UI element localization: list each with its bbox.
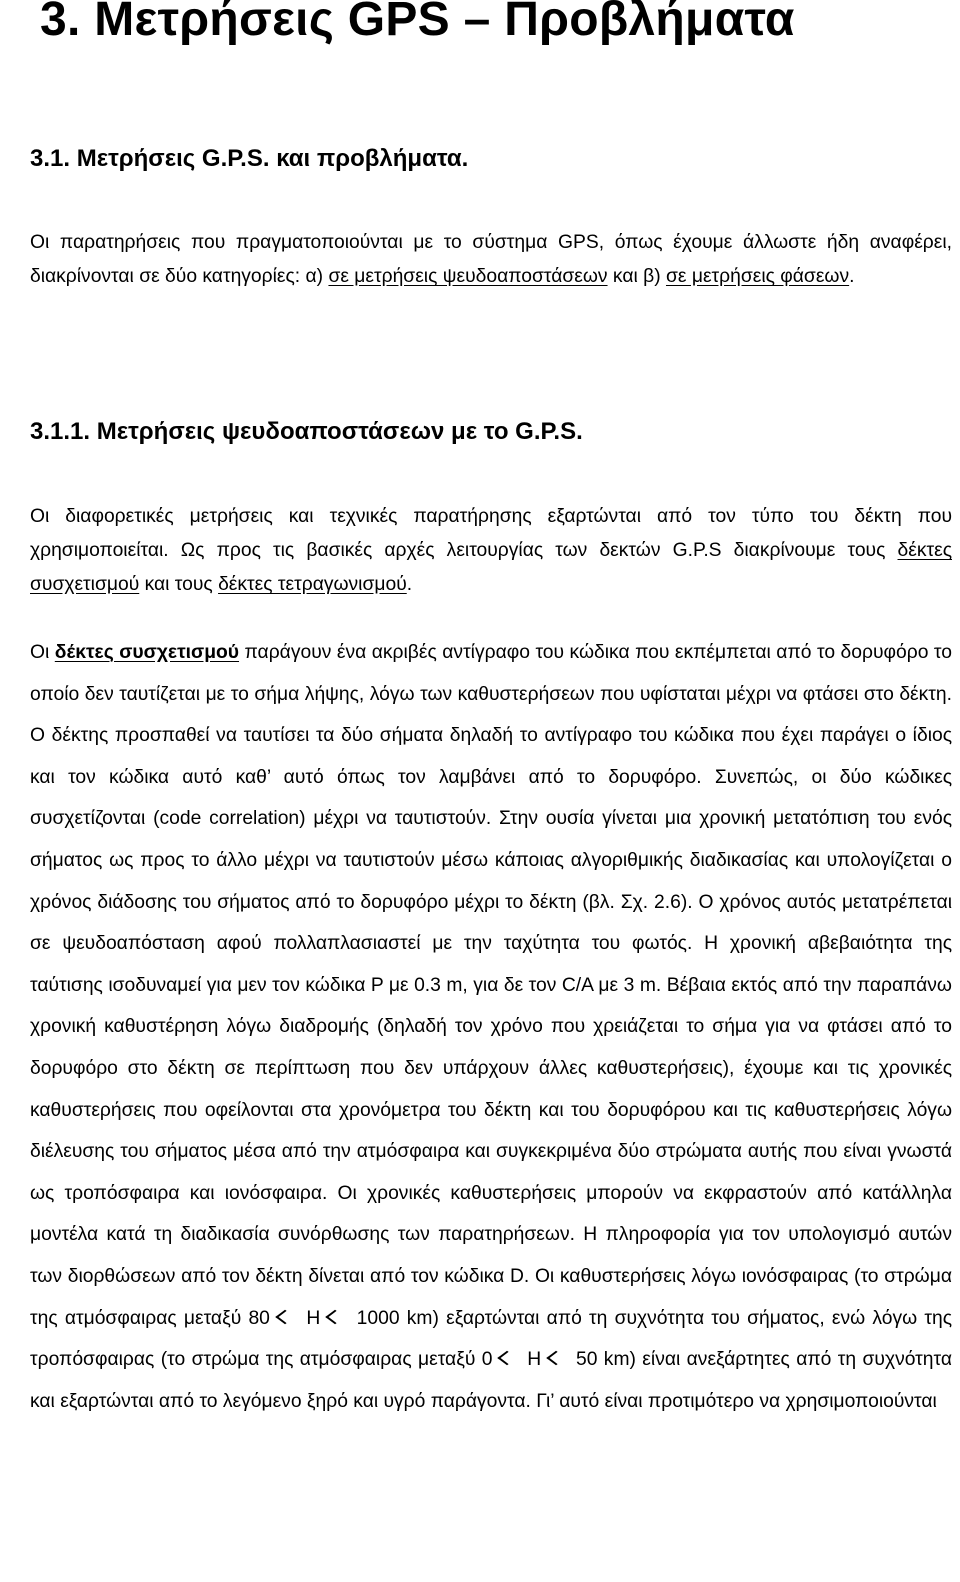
less-equal-symbol xyxy=(499,1339,521,1381)
pseudorange-measurements-link: σε μετρήσεις ψευδοαποστάσεων xyxy=(328,266,608,287)
paragraph-text: και τους xyxy=(139,574,219,595)
paragraph-text: . xyxy=(406,574,413,595)
chapter-title: 3. Μετρήσεις GPS – Προβλήματα xyxy=(40,0,795,46)
section-title: 3.1. Μετρήσεις G.P.S. και προβλήματα. xyxy=(30,145,469,172)
paragraph-text: 1000 km) εξαρτώνται από τη συχνότητα του σήματος, ενώ λόγω της τροπόσφαιρας (το στρώμα της ατμόσφαιρας μεταξύ 0 xyxy=(30,1307,953,1371)
intro-paragraph xyxy=(30,226,952,294)
paragraph-text: H xyxy=(299,1307,328,1329)
intro-text: . xyxy=(849,266,855,287)
phase-measurements-link: σε μετρήσεις φάσεων xyxy=(665,266,850,287)
receiver-types-paragraph xyxy=(30,500,952,602)
less-equal-symbol xyxy=(327,1298,349,1340)
intro-text: Οι παρατηρήσεις που πραγματοποιούνται με το σύστημα GPS, όπως έχουμε άλλωστε ήδη αναφέρει, διακρίνονται σε δύο κατηγορίες: α) xyxy=(30,232,952,287)
paragraph-text: Οι διαφορετικές μετρήσεις και τεχνικές παρατήρησης εξαρτώνται από τον τύπο του δέκτη που χρησιμοποιείται. Ως προς τις βασικές αρχές λειτουργίας των δεκτών G.P.S διακρίνουμε τους xyxy=(30,506,952,561)
correlation-receivers-paragraph xyxy=(30,632,952,1422)
paragraph-text: 50 km) είναι ανεξάρτητες από τη συχνότητα και εξαρτώνται από το λεγόμενο ξηρό και υγρό παράγοντα. Γι’ αυτό είναι προτιμότερο να χρησιμοποιούνται xyxy=(30,1349,952,1412)
squaring-receivers-term: δέκτες τετραγωνισμού xyxy=(218,574,407,595)
paragraph-text: Οι xyxy=(30,642,55,663)
less-equal-symbol xyxy=(277,1298,299,1340)
subsection-title: 3.1.1. Μετρήσεις ψευδοαποστάσεων με το G.P.S. xyxy=(30,418,583,445)
less-equal-symbol xyxy=(548,1339,570,1381)
paragraph-text: παράγουν ένα ακριβές αντίγραφο του κώδικα που εκπέμπεται από το δορυφόρο το οποίο δεν ταυτίζεται με το σήμα λήψης, λόγω των καθυστερήσεων που υφίσταται μέχρι να φτάσει στο δέκτη. Ο δέκτης προσπαθεί να ταυτίσει τα δύο σήματα δηλαδή το αντίγραφο του κώδικα που έχει παράγει ο ίδιος και τον κώδικα αυτό καθ’ αυτό όπως τον λαμβάνει από το δορυφόρο. Συνεπώς, οι δύο κώδικες συσχετίζονται (code correlation) μέχρι να ταυτιστούν. Στην ουσία γίνεται μια χρονική μετατόπιση του ενός σήματος ως προς το άλλο μέχρι να ταυτιστούν μέσω κάποιας αλγοριθμικής διαδικασίας και υπολογίζεται ο χρόνος διάδοσης του σήματος από το δορυφόρο μέχρι το δέκτη (βλ. Σχ. 2.6). Ο χρόνος αυτός μετατρέπεται σε ψευδοαπόσταση αφού πολλαπλασιαστεί με την ταχύτητα του φωτός. Η χρονική αβεβαιότητα της ταύτισης ισοδυναμεί για μεν τον κώδικα P με 0.3 m, για δε τον C/A με 3 m. Βέβαια εκτός από την παραπάνω χρονική καθυστέρηση λόγω διαδρομής (δηλαδή τον χρόνο που χρειάζεται το σήμα για να φτάσει από το δορυφόρο στο δέκτη σε περίπτωση που δεν υπάρχουν άλλες καθυστερήσεις), έχουμε και τις χρονικές καθυστερήσεις που οφείλονται στα χρονόμετρα του δέκτη και του δορυφόρου και τις καθυστερήσεις λόγω διέλευσης του σήματος μέσα από την ατμόσφαιρα και συγκεκριμένα δύο στρώματα αυτής που είναι γνωστά ως τροπόσφαιρα και ιονόσφαιρα. Οι χρονικές καθυστερήσεις μπορούν να εκφραστούν από κατάλληλα μοντέλα κατά τη διαδικασία συνόρθωσης των παρατηρήσεων. Η πληροφορία για τον υπολογισμό αυτών των διορθώσεων από τον δέκτη δίνεται από τον κώδικα D. Οι καθυστερήσεις λόγω ιονόσφαιρας (το στρώμα της ατμόσφαιρας μεταξύ 80 xyxy=(30,642,952,1329)
paragraph-text: H xyxy=(520,1349,548,1371)
correlation-receivers-term: δέκτες συσχετισμού xyxy=(54,642,240,663)
intro-text: και β) xyxy=(607,266,666,287)
correlation-receivers-term: δέκτες συσχετισμού xyxy=(30,540,952,595)
